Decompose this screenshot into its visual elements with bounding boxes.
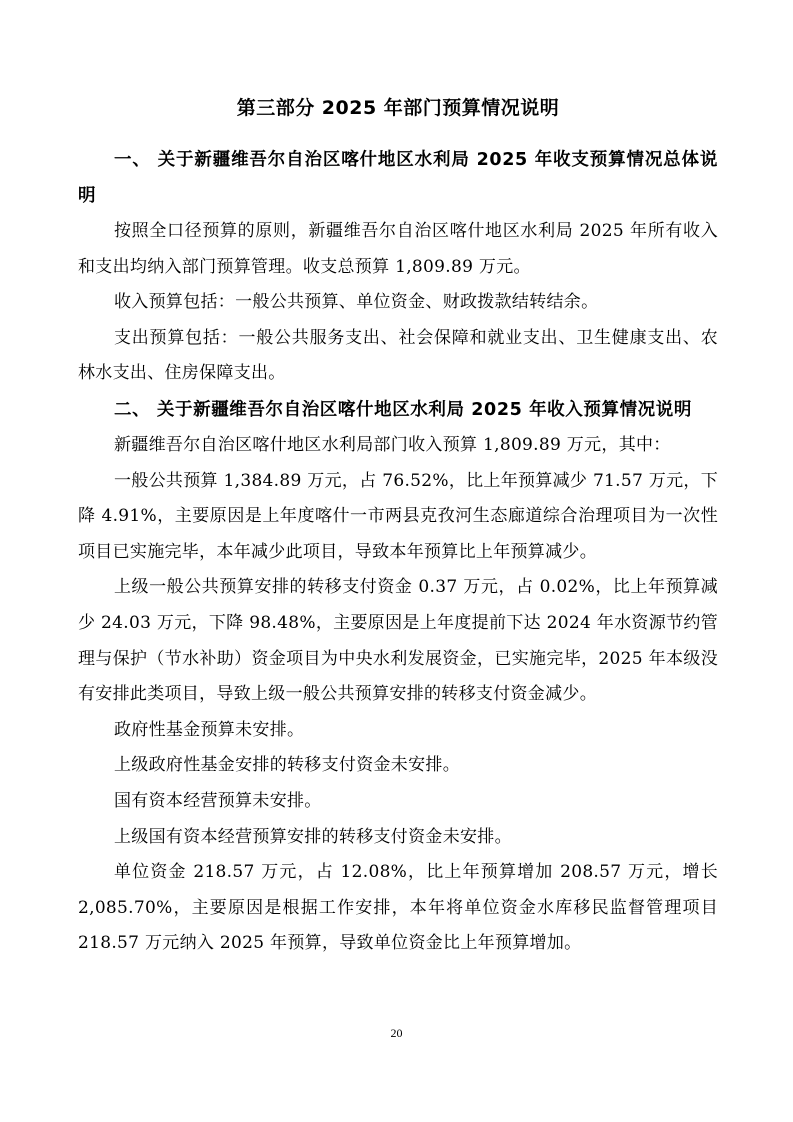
section-1-paragraph-3: 支出预算包括：一般公共服务支出、社会保障和就业支出、卫生健康支出、农林水支出、住房保障支出。 bbox=[78, 327, 718, 384]
section-2-paragraph-8: 单位资金 218.57 万元，占 12.08%，比上年预算增加 208.57 万元，增长 2,085.70%，主要原因是根据工作安排，本年将单位资金水库移民监督管理项目 218.57 万元纳入 2025 年预算，导致单位资金比上年预算增加。 bbox=[78, 862, 718, 954]
document-page bbox=[78, 84, 718, 962]
section-1-heading: 一、 关于新疆维吾尔自治区喀什地区水利局 2025 年收支预算情况总体说明 bbox=[78, 150, 718, 206]
section-2-paragraph-2: 一般公共预算 1,384.89 万元，占 76.52%，比上年预算减少 71.57 万元，下降 4.91%，主要原因是上年度喀什一市两县克孜河生态廊道综合治理项目为一次性项目已实施完毕，本年减少此项目，导致本年预算比上年预算减少。 bbox=[78, 470, 719, 562]
page-number: 20 bbox=[390, 1026, 403, 1040]
section-2-paragraph-1: 新疆维吾尔自治区喀什地区水利局部门收入预算 1,809.89 万元，其中： bbox=[114, 434, 671, 455]
page-title: 第三部分 2025 年部门预算情况说明 bbox=[236, 97, 560, 119]
section-2-paragraph-6: 国有资本经营预算未安排。 bbox=[114, 790, 322, 811]
section-2-heading: 二、 关于新疆维吾尔自治区喀什地区水利局 2025 年收入预算情况说明 bbox=[114, 399, 692, 420]
section-2-paragraph-5: 上级政府性基金安排的转移支付资金未安排。 bbox=[114, 755, 460, 776]
section-1-paragraph-1: 按照全口径预算的原则，新疆维吾尔自治区喀什地区水利局 2025 年所有收入和支出均纳入部门预算管理。收支总预算 1,809.89 万元。 bbox=[78, 221, 718, 277]
section-2-paragraph-7: 上级国有资本经营预算安排的转移支付资金未安排。 bbox=[114, 826, 512, 847]
section-2-paragraph-4: 政府性基金预算未安排。 bbox=[114, 719, 305, 740]
section-2-paragraph-3: 上级一般公共预算安排的转移支付资金 0.37 万元，占 0.02%，比上年预算减少 24.03 万元，下降 98.48%，主要原因是上年度提前下达 2024 年水资源节约管理与保护（节水补助）资金项目为中央水利发展资金，已实施完毕，2025 年本级没有安排此类项目，导致上级一般公共预算安排的转移支付资金减少。 bbox=[78, 577, 718, 705]
section-1-paragraph-2: 收入预算包括：一般公共预算、单位资金、财政拨款结转结余。 bbox=[114, 292, 599, 313]
